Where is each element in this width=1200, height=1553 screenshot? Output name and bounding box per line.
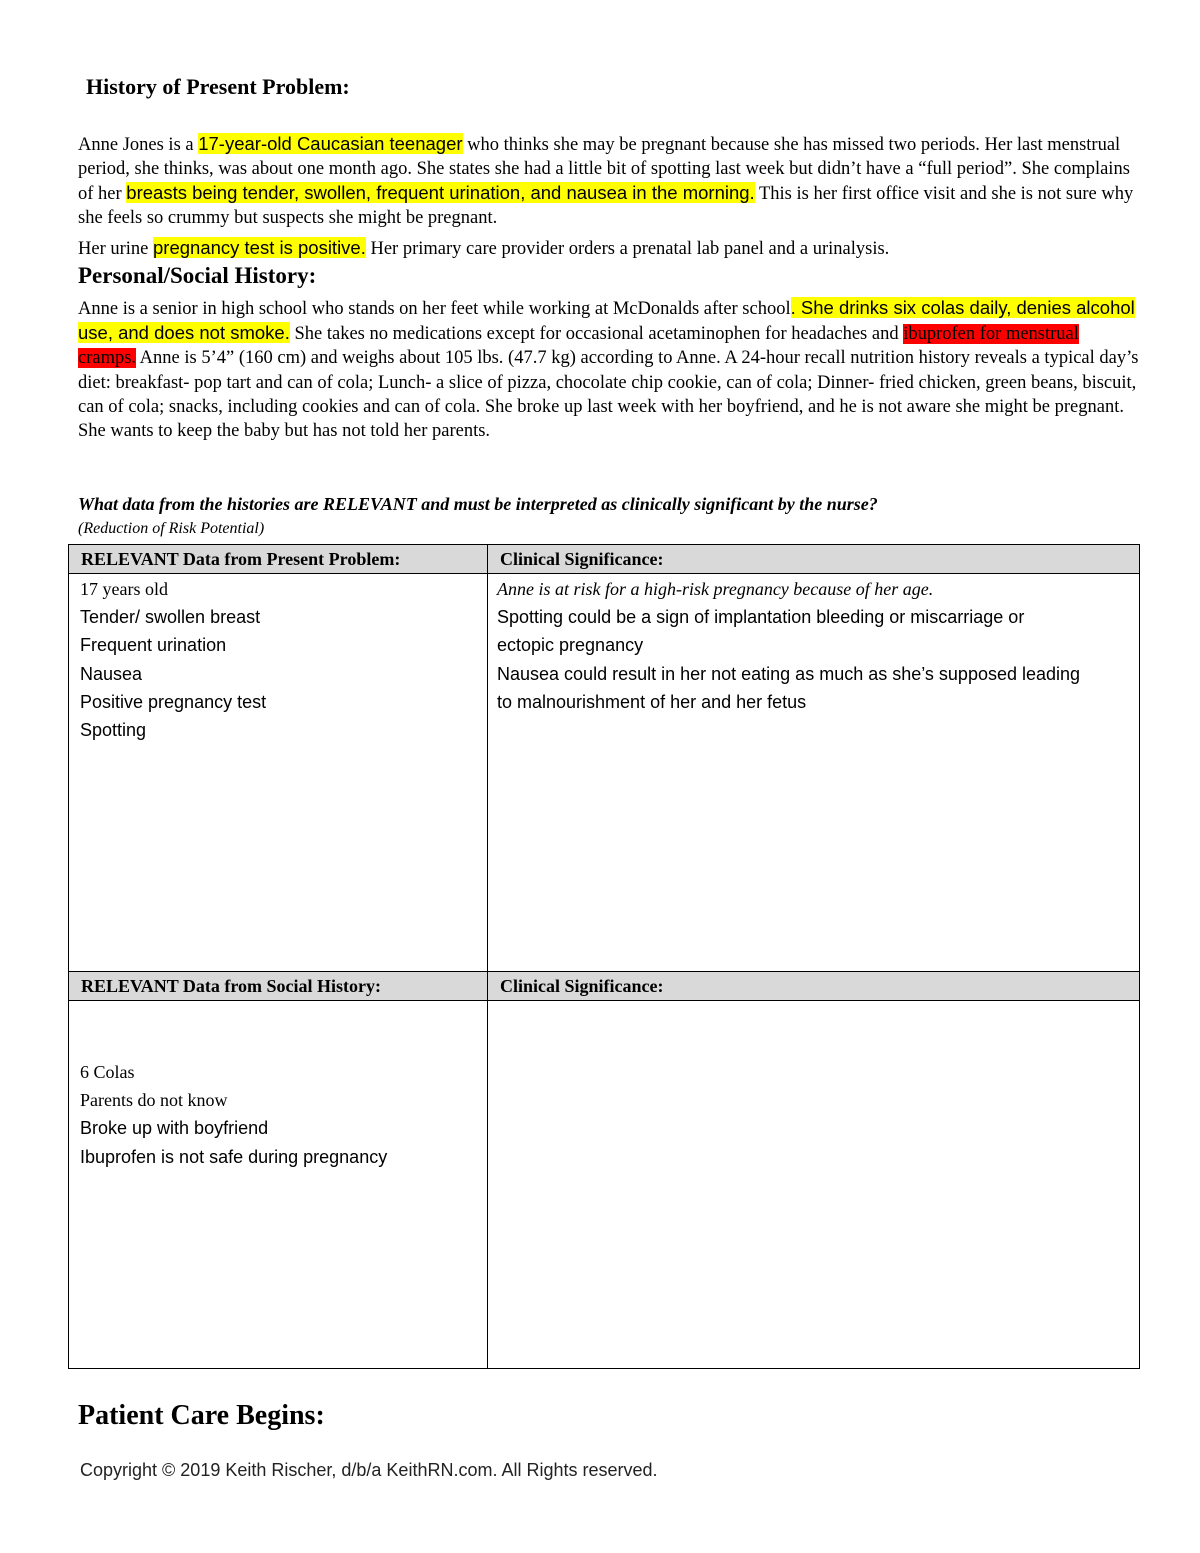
list-item: to malnourishment of her and her fetus — [497, 691, 807, 712]
list-item: Frequent urination — [80, 635, 227, 656]
list-item: Parents do not know — [80, 1090, 228, 1111]
highlight-habits: . She drinks six colas daily, denies alcohol use, and does not smoke. — [78, 297, 1135, 344]
hpp-text: This is her first office visit and she is not sure why she feels so crummy but suspects she might be pregnant. — [78, 184, 1134, 228]
list-item: Nausea could result in her not eating as much as she’s supposed leading — [497, 663, 1081, 684]
list-item: Spotting — [80, 720, 147, 741]
clinical-significance-header-2: Clinical Significance: — [488, 972, 1139, 1000]
highlight-symptoms: breasts being tender, swollen, frequent urination, and nausea in the morning. — [126, 182, 755, 203]
psh-text: She takes no medications except for occasional acetaminophen for headaches and — [289, 324, 904, 345]
history-present-problem-heading: History of Present Problem: — [86, 74, 350, 99]
social-history-header: RELEVANT Data from Social History: — [69, 972, 487, 1000]
list-item: ectopic pregnancy — [497, 635, 644, 656]
present-significance-cell — [497, 575, 1137, 716]
reduction-risk-potential-label: (Reduction of Risk Potential) — [78, 520, 265, 537]
list-item: Anne is at risk for a high-risk pregnancy because of her age. — [497, 579, 934, 599]
table-divider — [69, 1000, 1139, 1001]
clinical-significance-header-1: Clinical Significance: — [488, 545, 1139, 573]
hpp-text: Her urine — [78, 239, 153, 259]
list-item: Positive pregnancy test — [80, 691, 267, 712]
history-present-problem-paragraph — [78, 132, 1138, 230]
relevant-data-table — [68, 544, 1140, 1369]
history-present-problem-paragraph-2 — [78, 236, 1138, 261]
list-item: 17 years old — [80, 579, 168, 599]
list-item: Tender/ swollen breast — [80, 607, 261, 628]
hpp-text: Her primary care provider orders a prenatal lab panel and a urinalysis. — [365, 239, 890, 259]
highlight-age: 17-year-old Caucasian teenager — [198, 133, 463, 154]
patient-care-begins-heading: Patient Care Begins: — [78, 1400, 325, 1431]
highlight-ibuprofen: ibuprofen for menstrual cramps. — [78, 324, 1079, 369]
personal-social-history-heading: Personal/Social History: — [78, 263, 317, 288]
personal-social-history-paragraph — [78, 296, 1140, 443]
hpp-text: Anne Jones is a — [78, 135, 199, 155]
list-item: 6 Colas — [80, 1062, 135, 1082]
hpp-text: who thinks she may be pregnant because she has missed two periods. Her last menstrual period, she thinks, was about one month ago. She states she had a little bit of spotting last week but didn’t have a “full period”. She complains of her — [78, 135, 1130, 204]
list-item: Spotting could be a sign of implantation bleeding or miscarriage or — [497, 607, 1025, 628]
relevant-data-question: What data from the histories are RELEVANT and must be interpreted as clinically significant by the nurse? — [78, 494, 878, 514]
psh-text: Anne is a senior in high school who stands on her feet while working at McDonalds after school — [78, 299, 791, 319]
list-item: Broke up with boyfriend — [80, 1118, 269, 1139]
copyright-notice: Copyright © 2019 Keith Rischer, d/b/a KeithRN.com. All Rights reserved. — [80, 1460, 658, 1480]
social-history-data-cell — [80, 1058, 480, 1171]
table-divider — [69, 573, 1139, 574]
list-item: Nausea — [80, 663, 143, 684]
highlight-pregnancy-test: pregnancy test is positive. — [153, 237, 366, 258]
present-problem-data-cell — [80, 575, 480, 744]
psh-text: Anne is 5’4” (160 cm) and weighs about 105 lbs. (47.7 kg) according to Anne. A 24-hour recall nutrition history reveals a typical day’s diet: breakfast- pop tart and can of cola; Lunch- a slice of pizza, chocolate chip cookie, can of cola; Dinner- fried chicken, green beans, biscuit, can of cola; snacks, including cookies and can of cola. She broke up last week with her boyfriend, and he is not aware she might be pregnant. She wants to keep the baby but has not told her parents. — [78, 348, 1139, 442]
present-problem-header: RELEVANT Data from Present Problem: — [69, 545, 487, 573]
table-column-divider — [487, 545, 488, 1368]
list-item: Ibuprofen is not safe during pregnancy — [80, 1146, 388, 1167]
